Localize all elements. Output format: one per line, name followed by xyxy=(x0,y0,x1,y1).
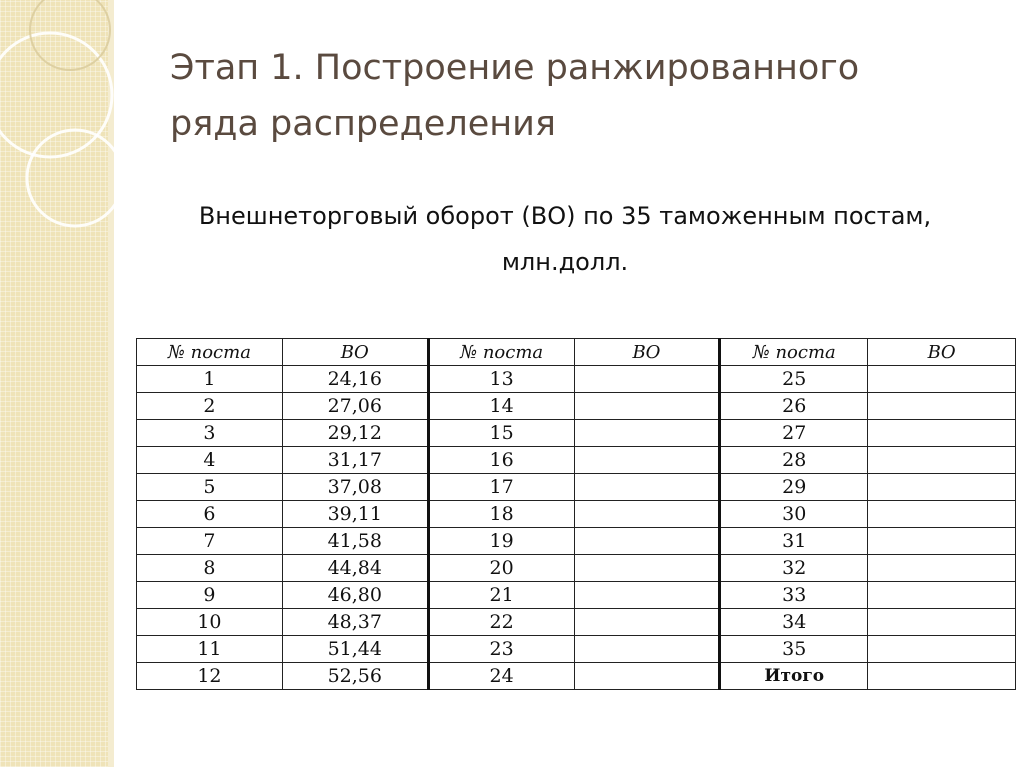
post-number-cell: 19 xyxy=(428,528,574,555)
table-row xyxy=(137,366,1016,393)
turnover-cell xyxy=(868,420,1016,447)
header-post-number: № поста xyxy=(720,339,868,366)
turnover-cell xyxy=(574,420,720,447)
title-line-2: ряда распределения xyxy=(170,104,556,144)
post-number-cell: 29 xyxy=(720,474,868,501)
turnover-cell: 44,84 xyxy=(282,555,428,582)
turnover-cell xyxy=(574,528,720,555)
turnover-cell xyxy=(868,636,1016,663)
post-number-cell: 7 xyxy=(137,528,283,555)
post-number-cell: 9 xyxy=(137,582,283,609)
turnover-cell xyxy=(574,555,720,582)
turnover-cell xyxy=(868,393,1016,420)
header-turnover: ВО xyxy=(282,339,428,366)
post-number-cell: 13 xyxy=(428,366,574,393)
post-number-cell: 32 xyxy=(720,555,868,582)
header-turnover: ВО xyxy=(574,339,720,366)
header-post-number: № поста xyxy=(137,339,283,366)
turnover-cell xyxy=(574,582,720,609)
turnover-cell: 29,12 xyxy=(282,420,428,447)
table-row xyxy=(137,447,1016,474)
post-number-cell: 27 xyxy=(720,420,868,447)
caption-line-1: Внешнеторговый оборот (ВО) по 35 таможенным постам, xyxy=(198,202,932,230)
turnover-cell xyxy=(574,636,720,663)
turnover-cell: 52,56 xyxy=(282,663,428,690)
table-row xyxy=(137,501,1016,528)
post-number-cell: 10 xyxy=(137,609,283,636)
turnover-cell xyxy=(868,366,1016,393)
post-number-cell: 30 xyxy=(720,501,868,528)
post-number-cell: 3 xyxy=(137,420,283,447)
header-turnover: ВО xyxy=(868,339,1016,366)
post-number-cell: 26 xyxy=(720,393,868,420)
table-row xyxy=(137,420,1016,447)
post-number-cell: 15 xyxy=(428,420,574,447)
post-number-cell: 35 xyxy=(720,636,868,663)
turnover-cell xyxy=(574,501,720,528)
turnover-cell xyxy=(868,663,1016,690)
post-number-cell: 18 xyxy=(428,501,574,528)
table-row xyxy=(137,582,1016,609)
turnover-cell xyxy=(868,582,1016,609)
post-number-cell: 2 xyxy=(137,393,283,420)
turnover-cell xyxy=(868,447,1016,474)
table-caption xyxy=(130,193,1000,285)
post-number-cell: 23 xyxy=(428,636,574,663)
title-line-1: Этап 1. Построение ранжированного xyxy=(170,48,860,88)
turnover-cell: 51,44 xyxy=(282,636,428,663)
turnover-cell: 24,16 xyxy=(282,366,428,393)
post-number-cell: 25 xyxy=(720,366,868,393)
post-number-cell: 16 xyxy=(428,447,574,474)
turnover-cell: 37,08 xyxy=(282,474,428,501)
turnover-cell xyxy=(868,555,1016,582)
page-title xyxy=(170,40,970,152)
post-number-cell: 31 xyxy=(720,528,868,555)
turnover-table xyxy=(136,338,1016,690)
post-number-cell: 33 xyxy=(720,582,868,609)
turnover-cell xyxy=(574,474,720,501)
post-number-cell: 12 xyxy=(137,663,283,690)
table-row xyxy=(137,393,1016,420)
turnover-cell xyxy=(574,609,720,636)
turnover-cell: 46,80 xyxy=(282,582,428,609)
post-number-cell: 34 xyxy=(720,609,868,636)
post-number-cell: 17 xyxy=(428,474,574,501)
post-number-cell: Итого xyxy=(720,663,868,690)
table-header-row xyxy=(137,339,1016,366)
turnover-cell: 31,17 xyxy=(282,447,428,474)
turnover-cell: 48,37 xyxy=(282,609,428,636)
post-number-cell: 28 xyxy=(720,447,868,474)
table-row xyxy=(137,528,1016,555)
post-number-cell: 24 xyxy=(428,663,574,690)
turnover-cell xyxy=(868,528,1016,555)
post-number-cell: 8 xyxy=(137,555,283,582)
turnover-cell: 27,06 xyxy=(282,393,428,420)
post-number-cell: 20 xyxy=(428,555,574,582)
post-number-cell: 22 xyxy=(428,609,574,636)
turnover-cell xyxy=(868,501,1016,528)
post-number-cell: 4 xyxy=(137,447,283,474)
table-row xyxy=(137,609,1016,636)
decorative-circles xyxy=(0,0,140,260)
table-row xyxy=(137,663,1016,690)
turnover-cell xyxy=(868,609,1016,636)
post-number-cell: 1 xyxy=(137,366,283,393)
table-row xyxy=(137,636,1016,663)
table-row xyxy=(137,555,1016,582)
caption-line-2: млн.долл. xyxy=(501,248,629,276)
turnover-cell xyxy=(574,447,720,474)
turnover-cell xyxy=(574,663,720,690)
post-number-cell: 6 xyxy=(137,501,283,528)
turnover-cell: 41,58 xyxy=(282,528,428,555)
turnover-cell xyxy=(868,474,1016,501)
header-post-number: № поста xyxy=(428,339,574,366)
turnover-cell: 39,11 xyxy=(282,501,428,528)
table-row xyxy=(137,474,1016,501)
turnover-cell xyxy=(574,366,720,393)
post-number-cell: 5 xyxy=(137,474,283,501)
post-number-cell: 14 xyxy=(428,393,574,420)
turnover-cell xyxy=(574,393,720,420)
post-number-cell: 11 xyxy=(137,636,283,663)
post-number-cell: 21 xyxy=(428,582,574,609)
